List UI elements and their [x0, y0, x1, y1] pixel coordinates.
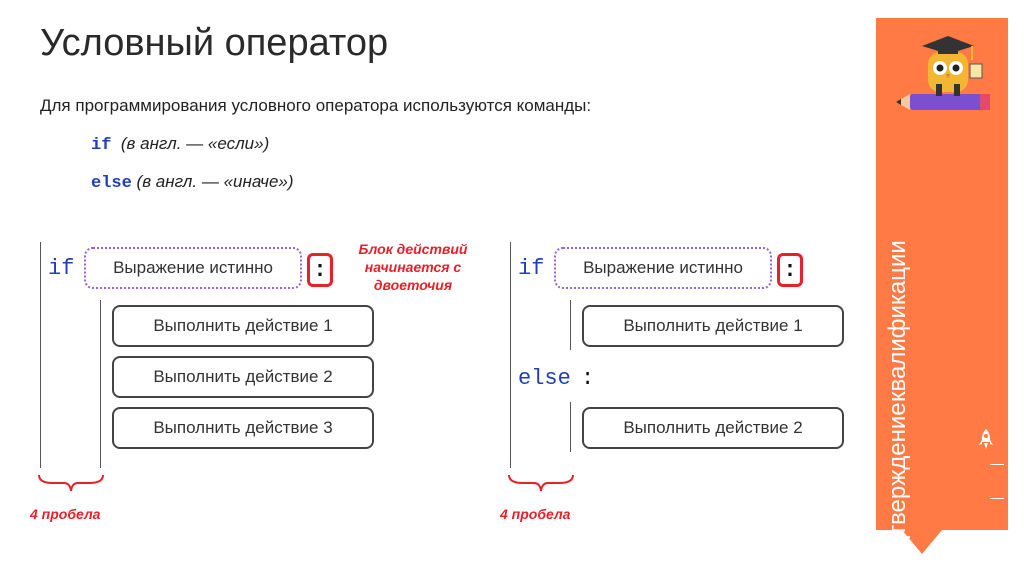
keyword-else-line: [91, 172, 294, 193]
right-action-else: Выполнить действие 2: [582, 407, 844, 449]
right-inner-indent-line-2: [570, 402, 571, 452]
left-colon-box: :: [307, 253, 333, 287]
left-if-keyword: if: [48, 256, 75, 281]
left-condition-box: Выражение истинно: [84, 247, 302, 289]
left-outer-indent-line: [40, 242, 41, 468]
left-indent-label: 4 пробела: [30, 506, 101, 522]
owl-mascot-icon: [892, 30, 996, 126]
left-action-1: Выполнить действие 1: [112, 305, 374, 347]
left-action-3: Выполнить действие 3: [112, 407, 374, 449]
right-indent-brace: [506, 472, 576, 494]
right-inner-indent-line-1: [570, 300, 571, 350]
side-text-line-1: Подтверждение: [884, 402, 911, 580]
right-else-colon: :: [581, 366, 595, 391]
slide-title: Условный оператор: [40, 22, 389, 64]
colon-note: [346, 240, 480, 294]
left-indent-brace: [36, 472, 106, 494]
right-action-if: Выполнить действие 1: [582, 305, 844, 347]
intro-text: Для программирования условного оператора используются команды:: [40, 96, 592, 115]
colon-note-line-1: Блок действий: [358, 241, 468, 257]
side-text-line-2: квалификации: [884, 240, 911, 403]
side-panel-text: [868, 240, 928, 580]
left-inner-indent-line: [100, 300, 101, 468]
right-condition-box: Выражение истинно: [554, 247, 772, 289]
keyword-if-gloss: (в англ. — «если»): [120, 134, 270, 153]
keyword-if-line: [91, 134, 269, 155]
keyword-else-gloss: (в англ. — «иначе»): [136, 172, 294, 191]
right-if-keyword: if: [518, 256, 545, 281]
right-else-keyword: else: [518, 366, 571, 391]
rocket-icon: [978, 428, 994, 450]
side-decor-line-1: [990, 464, 1004, 465]
right-colon-box: :: [777, 253, 803, 287]
left-action-2: Выполнить действие 2: [112, 356, 374, 398]
keyword-if: if: [91, 136, 112, 155]
right-indent-label: 4 пробела: [500, 506, 571, 522]
colon-note-line-2: начинается с: [364, 259, 462, 275]
right-outer-indent-line: [510, 242, 511, 468]
side-decor-line-2: [990, 498, 1004, 499]
colon-note-line-3: двоеточия: [373, 277, 453, 293]
keyword-else: else: [91, 174, 132, 193]
